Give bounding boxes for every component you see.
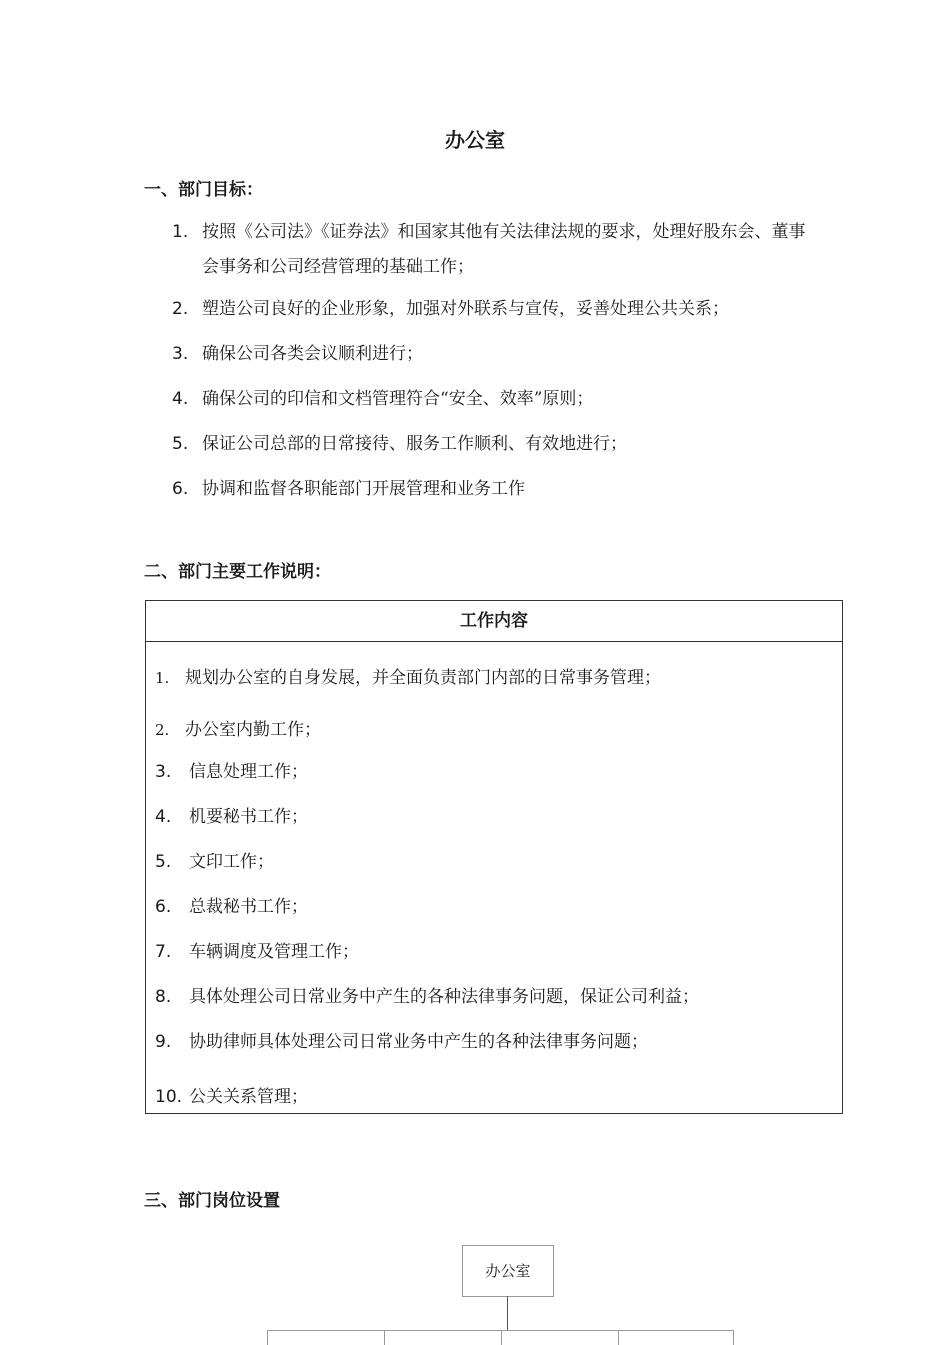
org-chart-cell-border bbox=[733, 1331, 734, 1345]
org-chart-connector bbox=[507, 1296, 508, 1331]
row-text: 公关关系管理； bbox=[189, 1087, 308, 1107]
goal-number: 2. bbox=[172, 299, 189, 319]
goal-text: 按照《公司法》《证券法》和国家其他有关法律法规的要求，处理好股东会、董事会事务和公司经营管理的基础工作； bbox=[202, 222, 806, 277]
org-chart-root-box: 办公室 bbox=[462, 1245, 554, 1297]
goal-item bbox=[172, 215, 812, 285]
section-heading-goals: 一、部门目标： bbox=[144, 180, 263, 200]
row-text: 总裁秘书工作； bbox=[189, 897, 308, 917]
row-number: 8. bbox=[155, 987, 172, 1007]
org-chart-cell-border bbox=[267, 1331, 268, 1345]
goal-number: 3. bbox=[172, 344, 189, 364]
table-row bbox=[155, 982, 699, 1007]
goal-text: 协调和监督各职能部门开展管理和业务工作 bbox=[202, 479, 525, 499]
row-text: 车辆调度及管理工作； bbox=[189, 942, 359, 962]
org-chart-child-row bbox=[267, 1330, 734, 1345]
row-text: 协助律师具体处理公司日常业务中产生的各种法律事务问题； bbox=[189, 1032, 648, 1052]
row-text: 文印工作； bbox=[189, 852, 274, 872]
row-number: 2. bbox=[155, 721, 170, 739]
goal-item bbox=[172, 292, 812, 327]
table-row bbox=[155, 802, 308, 827]
goal-number: 6. bbox=[172, 479, 189, 499]
row-text: 办公室内勤工作； bbox=[185, 720, 321, 740]
table-row bbox=[155, 892, 308, 917]
row-text: 具体处理公司日常业务中产生的各种法律事务问题，保证公司利益； bbox=[189, 987, 699, 1007]
row-number: 6. bbox=[155, 897, 172, 917]
row-text: 机要秘书工作； bbox=[189, 807, 308, 827]
goal-item bbox=[172, 427, 812, 462]
section-heading-positions: 三、部门岗位设置 bbox=[144, 1191, 280, 1211]
goal-item bbox=[172, 382, 812, 417]
row-number: 7. bbox=[155, 942, 172, 962]
table-row bbox=[155, 1082, 308, 1107]
goal-number: 4. bbox=[172, 389, 189, 409]
work-table bbox=[145, 600, 843, 1114]
row-number: 3. bbox=[155, 762, 172, 782]
table-row bbox=[155, 757, 308, 782]
goal-item bbox=[172, 337, 812, 372]
row-number: 1. bbox=[155, 669, 170, 687]
row-number: 10. bbox=[155, 1087, 183, 1107]
table-header: 工作内容 bbox=[146, 601, 842, 642]
table-row bbox=[155, 1027, 648, 1052]
table-row bbox=[155, 715, 321, 740]
goal-item bbox=[172, 472, 812, 507]
org-chart-cell-border bbox=[384, 1331, 385, 1345]
org-chart-cell-border bbox=[501, 1331, 502, 1345]
row-number: 5. bbox=[155, 852, 172, 872]
row-text: 规划办公室的自身发展，并全面负责部门内部的日常事务管理； bbox=[185, 668, 661, 688]
goal-number: 1. bbox=[172, 222, 189, 242]
row-number: 9. bbox=[155, 1032, 172, 1052]
page-title: 办公室 bbox=[445, 128, 505, 152]
table-row bbox=[155, 847, 274, 872]
goal-text: 保证公司总部的日常接待、服务工作顺利、有效地进行； bbox=[202, 434, 627, 454]
goal-text: 塑造公司良好的企业形象，加强对外联系与宣传，妥善处理公共关系； bbox=[202, 299, 729, 319]
org-chart-cell-border bbox=[618, 1331, 619, 1345]
table-row bbox=[155, 663, 661, 688]
goal-number: 5. bbox=[172, 434, 189, 454]
goal-text: 确保公司各类会议顺利进行； bbox=[202, 344, 423, 364]
section-heading-work: 二、部门主要工作说明： bbox=[144, 562, 331, 582]
row-number: 4. bbox=[155, 807, 172, 827]
goal-text: 确保公司的印信和文档管理符合“安全、效率”原则； bbox=[202, 389, 594, 409]
row-text: 信息处理工作； bbox=[189, 762, 308, 782]
table-row bbox=[155, 937, 359, 962]
